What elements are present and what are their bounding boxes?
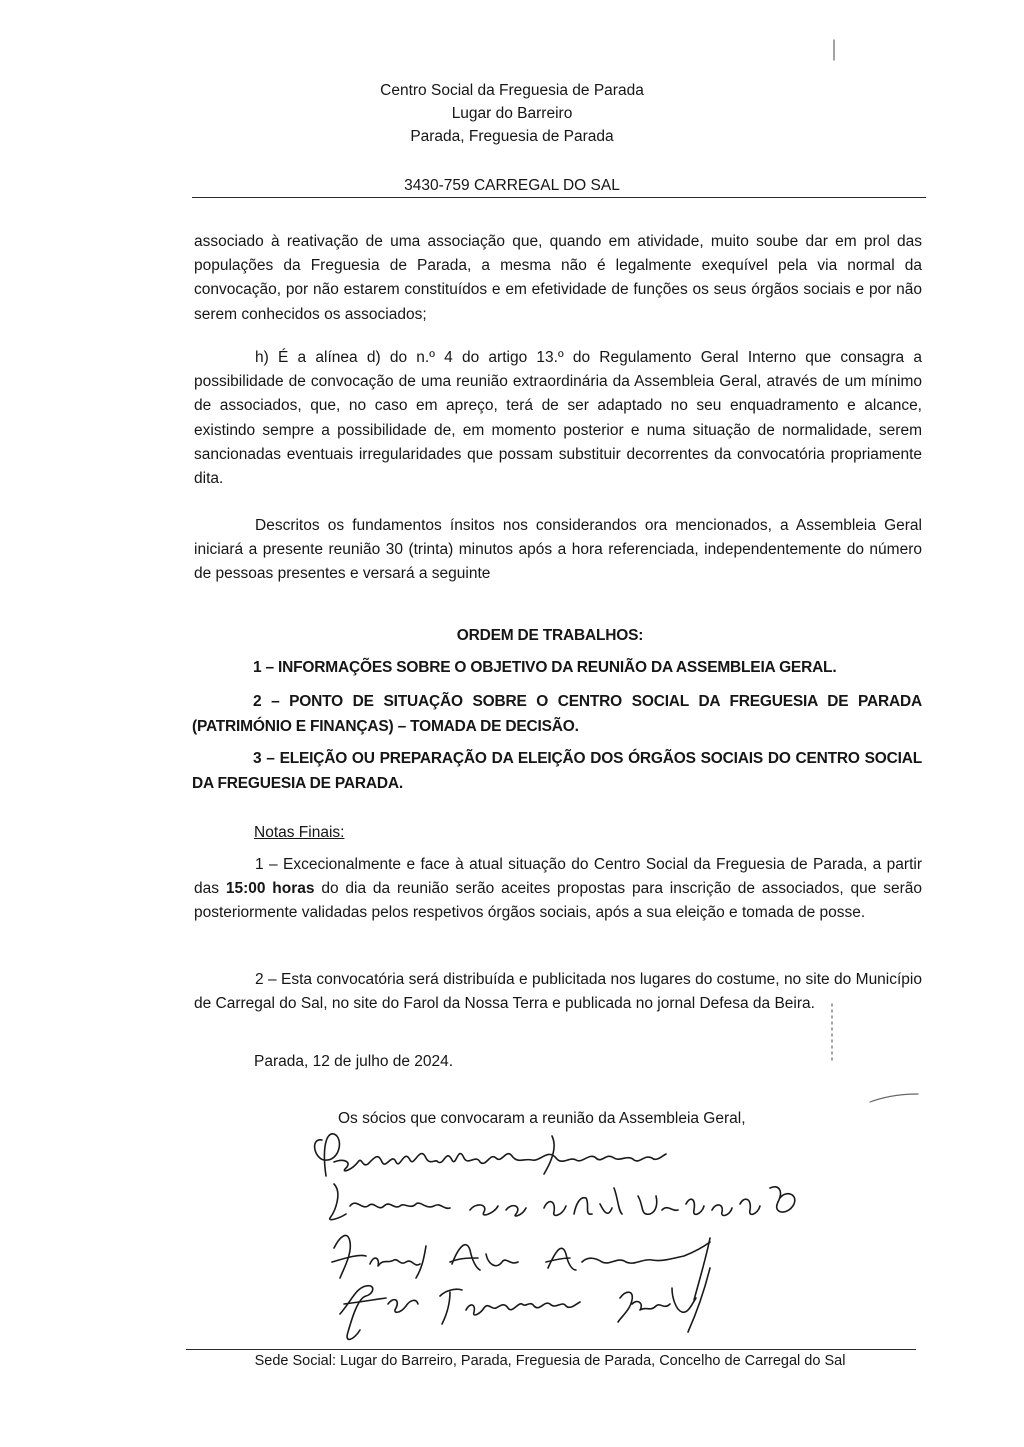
document-date: Parada, 12 de julho de 2024. <box>254 1053 454 1070</box>
notes-title: Notas Finais: <box>254 824 345 841</box>
paragraph-text: h) É a alínea d) do n.º 4 do artigo 13.º do Regulamento Geral Interno que consagra a possibilidade de convocação de uma reunião extraordinária da Assembleia Geral, através de um mínimo de associados, que, no caso em apreço, terá de ser adaptado no seu enquadramento e alcance, existindo sempre a possibilidade de, em momento posterior e numa situação de normalidade, serem sancionadas eventuais irregularidades que possam substituir decorrentes da convocatória propriamente dita. <box>194 349 922 488</box>
org-parish: Parada, Freguesia de Parada <box>410 128 614 145</box>
note-1-before: 1 – Excecionalmente e face à atual situação do Centro Social da Freguesia de Parada, a partir das <box>194 856 922 898</box>
agenda-item-text: 1 – INFORMAÇÕES SOBRE O OBJETIVO DA REUNIÃO DA ASSEMBLEIA GERAL. <box>253 659 837 676</box>
agenda-item-text: 3 – ELEIÇÃO OU PREPARAÇÃO DA ELEIÇÃO DOS ÓRGÃOS SOCIAIS DO CENTRO SOCIAL DA FREGUESIA DE PARADA. <box>192 750 922 792</box>
footer-address: Sede Social: Lugar do Barreiro, Parada, Freguesia de Parada, Concelho de Carregal do Sal <box>254 1353 846 1369</box>
paragraph-text: associado à reativação de uma associação que, quando em atividade, muito soube dar em prol das populações da Freguesia de Parada, a mesma não é legalmente exequível pela via normal da convocação, por não estarem constituídos e em efetividade de funções os seus órgãos sociais e por não serem conhecidos os associados; <box>194 233 922 323</box>
org-location: Lugar do Barreiro <box>451 105 573 122</box>
org-postal-code: 3430-759 CARREGAL DO SAL <box>404 177 620 194</box>
note-1-after: do dia da reunião serão aceites propostas para inscrição de associados, que serão posteriormente validadas pelos respetivos órgãos sociais, após a sua eleição e tomada de posse. <box>194 880 922 922</box>
note-2-text: 2 – Esta convocatória será distribuída e publicitada nos lugares do costume, no site do Município de Carregal do Sal, no site do Farol da Nossa Terra e publicada no jornal Defesa da Beira. <box>194 971 922 1013</box>
note-1-time: 15:00 horas <box>225 880 315 898</box>
agenda-title: ORDEM DE TRABALHOS: <box>456 627 644 644</box>
agenda-item-text: 2 – PONTO DE SITUAÇÃO SOBRE O CENTRO SOCIAL DA FREGUESIA DE PARADA (PATRIMÓNIO E FINANÇAS) – TOMADA DE DECISÃO. <box>192 693 922 735</box>
signatories-intro: Os sócios que convocaram a reunião da Assembleia Geral, <box>338 1110 746 1127</box>
org-name: Centro Social da Freguesia de Parada <box>380 82 644 99</box>
scan-mark <box>870 1094 918 1102</box>
paragraph-text: Descritos os fundamentos ínsitos nos considerandos ora mencionados, a Assembleia Geral iniciará a presente reunião 30 (trinta) minutos após a hora referenciada, independentemente do número de pessoas presentes e versará a seguinte <box>194 517 922 583</box>
